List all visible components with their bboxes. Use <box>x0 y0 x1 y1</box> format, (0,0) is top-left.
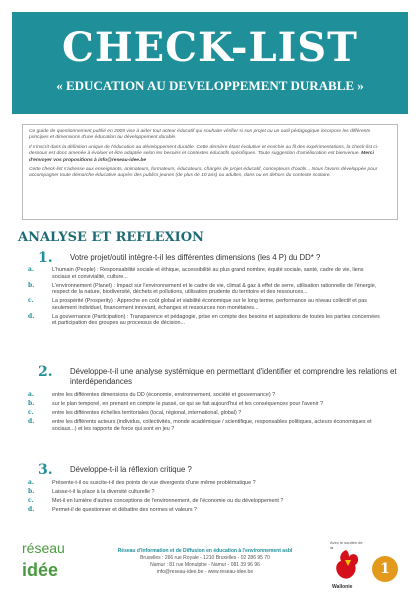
list-item <box>28 401 383 408</box>
item-text: entre les différents acteurs (individus, collectivités, monde académique / scientifique, responsables politiques, acteurs économiques et sociaux...) et les rapports de force qui sont en jeu ? <box>52 418 372 432</box>
item-letter: b. <box>28 487 35 495</box>
item-letter: d. <box>28 417 35 425</box>
page-title: CHECK-LIST <box>62 24 358 71</box>
list-item <box>28 283 383 296</box>
list-item <box>28 314 383 327</box>
intro-paragraph-3: Cette check-list s'adresse aux enseignants, animateurs, formateurs, éducateurs, chargés de projet éducatif, concepteurs d'outils... Nous l'avons développée pour accompagner toute démarche éducative auprès des publics jeunes (de plus de 10 ans) ou adultes, dans ou en dehors du contexte scolaire. <box>29 167 378 179</box>
item-text: L'environnement (Planet) : Impact sur l'environnement et le cadre de vie, climat & gaz à effet de serre, utilisation rationnelle de l'énergie, respect de la nature, biodiversité, déchets et pollutions, utilisation prudente du territoire et des ressources... <box>52 282 377 296</box>
reseau-idee-logo <box>22 540 82 588</box>
question-text: Votre projet/outil intègre-t-il les différentes dimensions (les 4 P) du DD* ? <box>70 253 321 262</box>
item-text: entre les différentes dimensions du DD (économie, environnement, société et gouvernance) ? <box>52 392 276 398</box>
item-letter: c. <box>28 408 34 416</box>
list-item <box>28 507 383 514</box>
intro-contact-line: Merci d'envoyer vos propositions à info@reseau-idee.be <box>29 151 374 163</box>
page-number-badge: 1 <box>372 556 398 582</box>
item-text: La gouvernance (Participation) : Transparence et pédagogie, prise en compte des besoins et aspirations de toutes les parties concernées et participation des groupes au processus de décision... <box>52 313 380 327</box>
item-letter: d. <box>28 312 35 320</box>
list-item <box>28 489 383 496</box>
intro-paragraph-2 <box>29 145 391 164</box>
section-title: ANALYSE ET REFLEXION <box>18 230 204 245</box>
item-text: Met-il en lumière d'autres conceptions de l'environnement, de l'économie ou du développement ? <box>52 497 284 504</box>
item-letter: c. <box>28 297 34 305</box>
item-text: L'humain (People) : Responsabilité sociale et éthique, accessibilité au plus grand nombre, équité sociale, santé, cadre de vie, liens sociaux et convivialité, culture... <box>52 267 364 280</box>
item-letter: c. <box>28 496 34 504</box>
logo-text-bottom: idée <box>22 560 59 580</box>
question-2-items <box>28 392 383 435</box>
item-letter: a. <box>28 391 34 398</box>
item-text: La prospérité (Prosperity) : Approche en coût global et viabilité économique sur le long terme, performance au niveau collectif et pas seulement individuel, financement innovant, échanges et ressources non monétaires... <box>52 298 367 311</box>
question-text: Développe-t-il la réflexion critique ? <box>70 465 192 474</box>
list-item <box>28 419 383 432</box>
item-letter: a. <box>28 266 34 273</box>
intro-paragraph-2-text: Il s'inscrit dans la définition unique de l'éducation au développement durable. Cette dernière étant évolutive et enrichie au fil des expérimentations, la check-list ci-dessous est donc amenée à évoluer et être adaptée selon les besoins et contextes éducatifs spécifiques. Toute suggestion d'amélioration est bienvenue. <box>29 144 379 157</box>
footer-address-2: Namur : 81 rue Monulphe - Namur - 081 39 96 96 <box>150 562 260 568</box>
header-banner <box>12 12 408 114</box>
item-letter: b. <box>28 399 35 407</box>
item-letter: b. <box>28 281 35 289</box>
item-text: sur le plan temporel, en prenant en compte le passé, ce qui se fait aujourd'hui et les conséquences pour l'avenir ? <box>52 400 324 407</box>
page-subtitle: « EDUCATION AU DEVELOPPEMENT DURABLE » <box>56 78 364 93</box>
list-item <box>28 392 383 399</box>
wallonie-name: Wallonie <box>332 584 353 590</box>
item-text: Présente-t-il ou suscite-t-il des points de vue divergents d'une même problématique ? <box>52 480 256 486</box>
list-item <box>28 498 383 505</box>
footer-org-name: Réseau d'Information et de Diffusion en éducation à l'environnement asbl <box>117 548 293 554</box>
question-number: 2. <box>38 364 53 380</box>
item-letter: d. <box>28 505 35 513</box>
footer-contact <box>92 548 318 576</box>
list-item <box>28 410 383 417</box>
wallonie-logo <box>326 540 366 592</box>
question-number: 3. <box>38 462 53 478</box>
rooster-icon <box>331 548 361 582</box>
footer-contact-line: info@reseau-idee.be - www.reseau-idee.be <box>156 569 254 575</box>
item-text: entre les différentes échelles territoriales (local, régional, international, global) ? <box>52 409 242 416</box>
question-1-items <box>28 267 383 329</box>
question-number: 1. <box>38 250 53 266</box>
item-text: Permet-il de questionner et débattre des normes et valeurs ? <box>52 506 198 513</box>
list-item <box>28 298 383 311</box>
item-letter: a. <box>28 479 34 486</box>
intro-paragraph-1: Ce guide de questionnement publié en 2009 vise à aider tout acteur éducatif qui souhaite vérifier si son projet ou un outil pédagogique incorpore les différents principes et dimensions d'une éducation au développement durable. <box>29 129 371 141</box>
question-text: Développe-t-il une analyse systémique en permettant d'identifier et comprendre les relations et interdépendances <box>70 367 397 386</box>
wallonie-support-text: Avec le soutien de la <box>330 540 363 550</box>
item-text: Laisse-t-il la place à la diversité culturelle ? <box>52 488 155 495</box>
list-item <box>28 267 383 280</box>
question-3-items <box>28 480 383 516</box>
logo-text-top: réseau <box>22 540 65 556</box>
intro-box <box>22 124 398 220</box>
list-item <box>28 480 383 487</box>
footer-address-1: Bruxelles : 266 rue Royale - 1210 Bruxelles - 02 286 95 70 <box>140 555 270 561</box>
